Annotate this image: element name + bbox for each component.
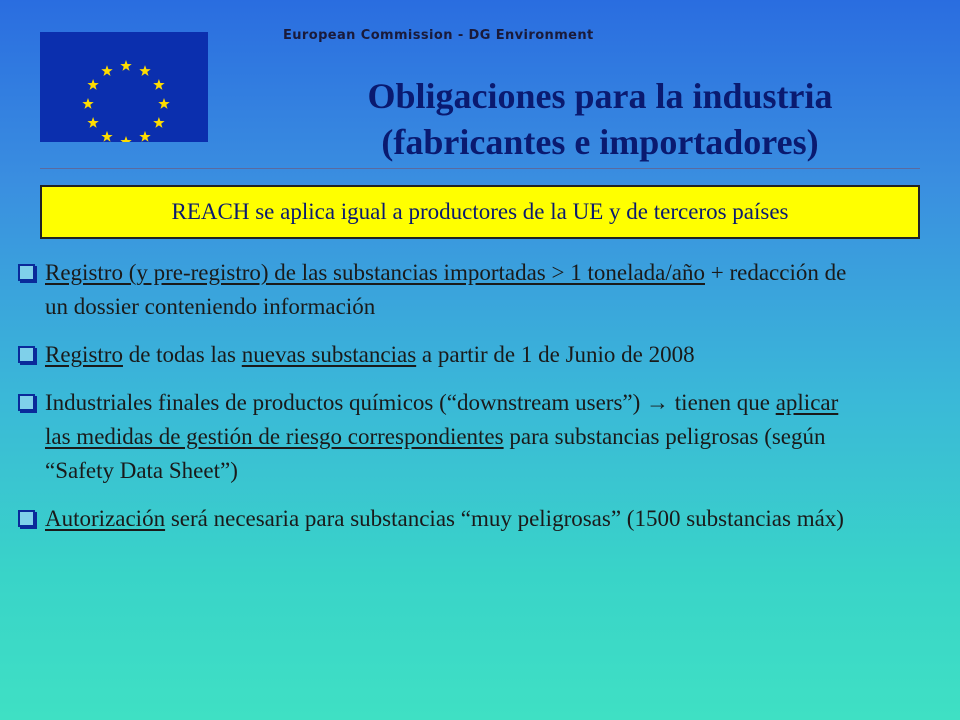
underlined-text: aplicar las medidas de gestión de riesgo correspondientes bbox=[45, 390, 839, 449]
checkbox-bullet-icon bbox=[18, 394, 35, 411]
text-segment: será necesaria para substancias “muy peligrosas” (1500 substancias máx) bbox=[165, 506, 844, 531]
eu-flag-logo bbox=[40, 32, 208, 142]
bullet-item bbox=[18, 502, 848, 536]
flag-star bbox=[87, 79, 98, 90]
checkbox-bullet-icon bbox=[18, 264, 35, 281]
flag-star bbox=[120, 136, 131, 142]
bullet-list bbox=[18, 256, 848, 550]
checkbox-bullet-icon bbox=[18, 510, 35, 527]
flag-star bbox=[139, 65, 150, 76]
text-segment: Industriales finales de productos químicos (“downstream users”) bbox=[45, 390, 647, 415]
flag-star bbox=[87, 117, 98, 128]
bullet-item bbox=[18, 338, 848, 372]
underlined-text: Registro (y pre-registro) de las substancias importadas > 1 tonelada/año bbox=[45, 260, 705, 285]
bullet-text bbox=[45, 390, 838, 483]
header-divider bbox=[40, 168, 920, 169]
flag-star bbox=[153, 117, 164, 128]
text-segment: + redacción de un dossier conteniendo información bbox=[45, 260, 847, 319]
flag-star bbox=[153, 79, 164, 90]
eu-stars-icon bbox=[40, 32, 208, 142]
flag-star bbox=[101, 65, 112, 76]
bullet-text bbox=[45, 342, 695, 367]
flag-star bbox=[101, 131, 112, 142]
bullet-text bbox=[45, 506, 844, 531]
text-segment: a partir de 1 de Junio de 2008 bbox=[416, 342, 695, 367]
text-segment: tienen que bbox=[669, 390, 776, 415]
text-segment: de todas las bbox=[122, 342, 242, 367]
underlined-text: Autorización bbox=[45, 506, 166, 531]
flag-star bbox=[120, 60, 131, 71]
title-line-1: Obligaciones para la industria bbox=[367, 76, 833, 116]
flag-star bbox=[82, 98, 93, 109]
flag-star bbox=[158, 98, 169, 109]
text-segment: → bbox=[646, 390, 670, 415]
title-line-2: (fabricantes e importadores) bbox=[381, 122, 819, 162]
underlined-text: nuevas substancias bbox=[241, 342, 417, 367]
checkbox-bullet-icon bbox=[18, 346, 35, 363]
bullet-item bbox=[18, 256, 848, 324]
underlined-text: Registro bbox=[45, 342, 123, 367]
bullet-text bbox=[45, 260, 846, 319]
bullet-item bbox=[18, 386, 848, 488]
text-segment: para substancias peligrosas (según “Safety Data Sheet”) bbox=[45, 424, 826, 483]
flag-star bbox=[139, 131, 150, 142]
organization-label: European Commission - DG Environment bbox=[283, 28, 594, 43]
page-title bbox=[300, 73, 900, 165]
reach-banner: REACH se aplica igual a productores de la UE y de terceros países bbox=[40, 185, 920, 239]
